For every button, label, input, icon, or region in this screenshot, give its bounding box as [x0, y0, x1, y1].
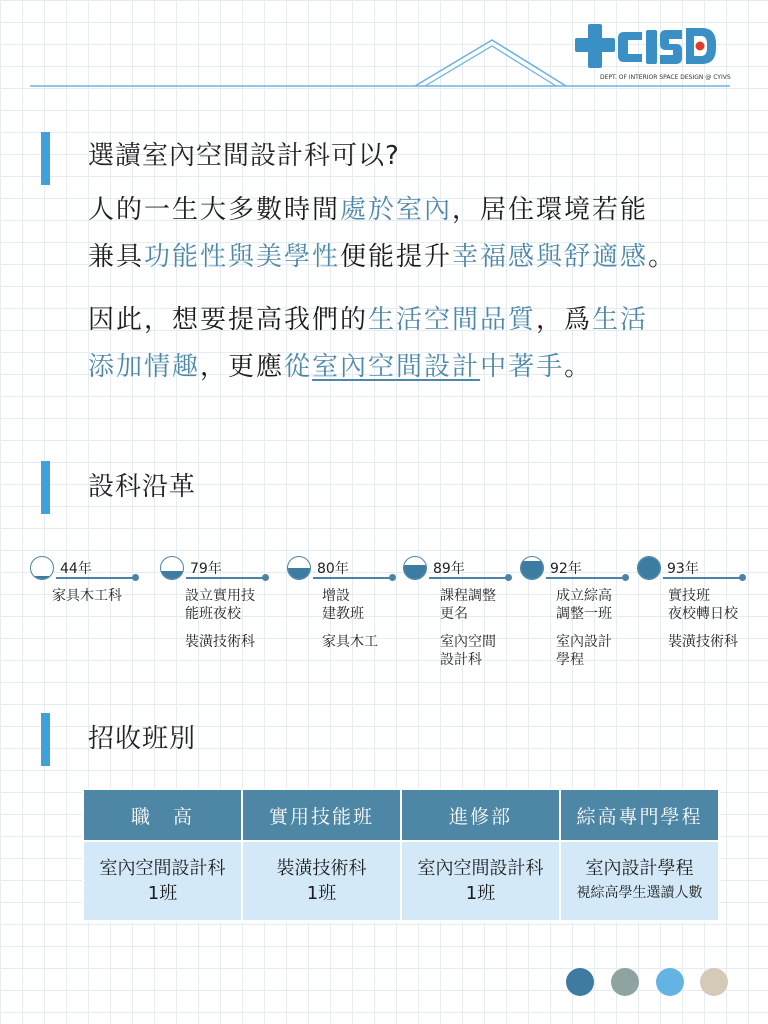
timeline-text-line: 裝潢技術科 [668, 634, 738, 650]
intro-line-3 [88, 300, 648, 340]
highlight-text: 從 [284, 352, 313, 382]
timeline-progress-fill [521, 561, 543, 579]
text-run: ，爲 [536, 305, 593, 335]
text-run: ，更應 [200, 352, 285, 382]
color-dot [700, 968, 728, 996]
class-count: 1班 [465, 883, 496, 904]
timeline-progress-fill [161, 571, 183, 579]
timeline-year: 92年 [550, 561, 582, 577]
table-cell [401, 841, 560, 921]
underlined-highlight-text: 室內空間設計 [312, 352, 481, 382]
timeline-text-line: 室內設計 [556, 634, 612, 650]
timeline-text-line: 課程調整 [440, 588, 496, 604]
highlight-text: 中著手 [480, 352, 565, 382]
timeline-description [668, 587, 738, 651]
timeline-year: 80年 [317, 561, 349, 577]
timeline-progress-fill [288, 568, 310, 579]
timeline-dot [505, 574, 512, 581]
timeline-year: 89年 [433, 561, 465, 577]
text-run: 兼具 [88, 242, 145, 272]
timeline-description [556, 587, 612, 669]
timeline-text-line: 調整一班 [556, 606, 612, 622]
timeline-progress-icon [637, 556, 661, 580]
table-header: 職 高 [83, 789, 242, 841]
color-dot [566, 968, 594, 996]
color-dot [611, 968, 639, 996]
text-run: 便能提升 [340, 242, 453, 272]
timeline-text-line: 增設 [322, 588, 350, 604]
enrollment-table [82, 788, 720, 922]
highlight-text: 生活空間品質 [368, 305, 537, 335]
timeline-text-line: 設計科 [440, 652, 482, 668]
timeline-connector [546, 577, 624, 579]
table-cell [242, 841, 401, 921]
class-count: 1班 [147, 883, 178, 904]
timeline-year: 44年 [60, 561, 92, 577]
section-title-why: 選讀室內空間設計科可以? [88, 141, 400, 171]
timeline-text-line: 設立實用技 [185, 588, 255, 604]
timeline-description [440, 587, 496, 669]
timeline-year: 79年 [190, 561, 222, 577]
timeline-dot [622, 574, 629, 581]
color-dots [566, 968, 736, 996]
timeline-connector [313, 577, 391, 579]
intro-line-2 [88, 237, 676, 277]
text-run: 人的一生大多數時間 [88, 195, 341, 225]
program-name: 室內設計學程 [585, 858, 694, 879]
timeline-text-line: 更名 [440, 606, 468, 622]
timeline-connector [663, 577, 741, 579]
timeline-connector [56, 577, 134, 579]
timeline-text-line: 學程 [556, 652, 584, 668]
timeline-text-line: 家具木工 [322, 634, 378, 650]
timeline-description [52, 587, 122, 605]
section-accent-bar [41, 132, 50, 185]
text-run: ，居住環境若能 [452, 195, 649, 225]
timeline-progress-fill [31, 576, 53, 579]
timeline-dot [262, 574, 269, 581]
section-title-history: 設科沿革 [88, 472, 197, 502]
table-row [83, 841, 719, 921]
timeline-progress-fill [638, 557, 660, 579]
text-run: 因此，想要提高我們的 [88, 305, 369, 335]
timeline-text-line: 實技班 [668, 588, 710, 604]
timeline-description [185, 587, 255, 651]
table-header: 實用技能班 [242, 789, 401, 841]
timeline-text-line: 能班夜校 [185, 606, 241, 622]
timeline-text-line: 成立綜高 [556, 588, 612, 604]
timeline-year: 93年 [667, 561, 699, 577]
highlight-text: 幸福感與舒適感 [452, 242, 649, 272]
timeline-text-line: 家具木工科 [52, 588, 122, 604]
timeline-description [322, 587, 378, 651]
timeline-progress-icon [287, 556, 311, 580]
table-header-row [83, 789, 719, 841]
class-count-note: 視綜高學生選讀人數 [576, 885, 703, 901]
timeline-progress-icon [160, 556, 184, 580]
text-run: 。 [648, 242, 677, 272]
section-accent-bar [41, 461, 50, 514]
program-name: 室內空間設計科 [99, 858, 226, 879]
timeline-text-line: 裝潢技術科 [185, 634, 255, 650]
highlight-text: 生活 [592, 305, 649, 335]
table-cell [560, 841, 719, 921]
intro-line-1 [88, 190, 648, 230]
timeline-connector [429, 577, 507, 579]
program-name: 裝潢技術科 [276, 858, 367, 879]
logo-caption: DEPT. OF INTERIOR SPACE DESIGN @ CYIVS [600, 74, 731, 81]
department-logo [570, 20, 731, 82]
timeline-dot [389, 574, 396, 581]
timeline-connector [186, 577, 264, 579]
table-header: 進修部 [401, 789, 560, 841]
timeline-text-line: 室內空間 [440, 634, 496, 650]
section-title-enrollment: 招收班別 [88, 724, 197, 754]
timeline-progress-icon [30, 556, 54, 580]
color-dot [656, 968, 684, 996]
table-header: 綜高專門學程 [560, 789, 719, 841]
timeline-progress-icon [403, 556, 427, 580]
highlight-text: 添加情趣 [88, 352, 201, 382]
section-accent-bar [41, 713, 50, 766]
timeline-dot [739, 574, 746, 581]
timeline-progress-fill [404, 565, 426, 579]
timeline-text-line: 建教班 [322, 606, 364, 622]
logo-mark [570, 20, 720, 74]
class-count: 1班 [306, 883, 337, 904]
timeline-text-line: 夜校轉日校 [668, 606, 738, 622]
text-run: 。 [564, 352, 593, 382]
highlight-text: 功能性與美學性 [144, 242, 341, 272]
intro-line-4 [88, 347, 592, 387]
timeline-dot [132, 574, 139, 581]
highlight-text: 處於室內 [340, 195, 453, 225]
table-cell [83, 841, 242, 921]
program-name: 室內空間設計科 [417, 858, 544, 879]
timeline-progress-icon [520, 556, 544, 580]
